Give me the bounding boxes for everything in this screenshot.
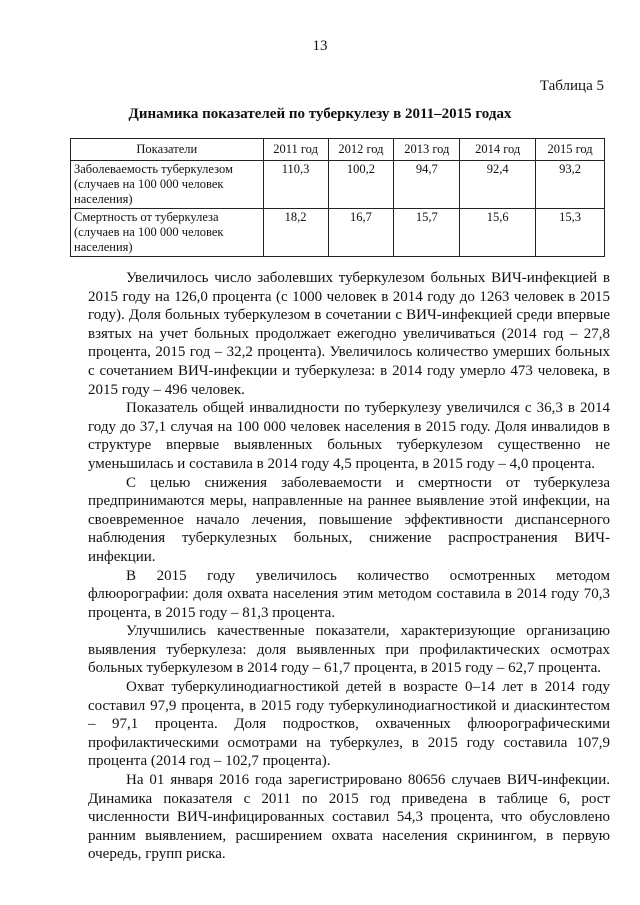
header-2013: 2013 год bbox=[394, 139, 460, 161]
header-indicators: Показатели bbox=[71, 139, 264, 161]
header-2014: 2014 год bbox=[460, 139, 536, 161]
body-text bbox=[88, 269, 610, 864]
header-2011: 2011 год bbox=[263, 139, 328, 161]
table-cell: 92,4 bbox=[460, 161, 536, 209]
row-label-mortality: Смертность от туберкулеза (случаев на 100 000 человек населения) bbox=[71, 209, 264, 257]
table-row bbox=[71, 161, 605, 209]
table-cell: 100,2 bbox=[328, 161, 394, 209]
paragraph: Охват туберкулинодиагностикой детей в возрасте 0–14 лет в 2014 году составил 97,9 процента, в 2015 году туберкулинодиагностикой и диаскинтестом – 97,1 процента. Доля подростков, охваченных флюорографическими профилактическими осмотрами на туберкулез, в 2015 году составила 107,9 процента (2014 год – 102,7 процента). bbox=[88, 679, 610, 770]
row-label-incidence: Заболеваемость туберкулезом (случаев на 100 000 человек населения) bbox=[71, 161, 264, 209]
header-2015: 2015 год bbox=[536, 139, 605, 161]
table-cell: 15,3 bbox=[536, 209, 605, 257]
table-row bbox=[71, 209, 605, 257]
table-heading: Динамика показателей по туберкулезу в 2011–2015 годах bbox=[128, 106, 512, 122]
paragraph: На 01 января 2016 года зарегистрировано 80656 случаев ВИЧ-инфекции. Динамика показателя с 2011 по 2015 год приведена в таблице 6, рост численности ВИЧ-инфицированных составил 54,3 процента, что обусловлено ранним выявлением, расширением охвата населения скринингом, в первую очередь, групп риска. bbox=[88, 772, 610, 863]
page-number: 13 bbox=[312, 38, 328, 54]
paragraph: Улучшились качественные показатели, характеризующие организацию выявления туберкулеза: доля выявленных при профилактических осмотрах больных туберкулезом в 2014 году – 61,7 процента, в 2015 году – 62,7 процента. bbox=[88, 623, 610, 677]
table-cell: 94,7 bbox=[394, 161, 460, 209]
paragraph: Увеличилось число заболевших туберкулезом больных ВИЧ-инфекцией в 2015 году на 126,0 процента (с 1000 человек в 2014 году до 1263 человек в 2015 году). Доля больных туберкулезом в сочетании с ВИЧ-инфекцией среди впервые взятых на учет больных продолжает ежегодно увеличиваться (2014 год – 27,8 процента, 2015 год – 32,2 процента). Увеличилось количество умерших больных с сочетанием ВИЧ-инфекции и туберкулеза: в 2014 году умерло 473 человека, в 2015 году – 496 человек. bbox=[88, 270, 610, 398]
tuberculosis-table bbox=[70, 138, 605, 257]
header-2012: 2012 год bbox=[328, 139, 394, 161]
table-header-row bbox=[71, 139, 605, 161]
table-cell: 18,2 bbox=[263, 209, 328, 257]
table-label: Таблица 5 bbox=[539, 78, 604, 94]
paragraph: В 2015 году увеличилось количество осмотренных методом флюорографии: доля охвата населения этим методом составила в 2014 году 70,3 процента, в 2015 году – 81,3 процента. bbox=[88, 567, 610, 621]
table-cell: 15,7 bbox=[394, 209, 460, 257]
table-cell: 110,3 bbox=[263, 161, 328, 209]
paragraph: Показатель общей инвалидности по туберкулезу увеличился с 36,3 в 2014 году до 37,1 случая на 100 000 человек населения в 2015 году. Доля инвалидов в структуре впервые выявленных больных туберкулезом существенно не уменьшилась и составила в 2014 году 4,5 процента, в 2015 году – 4,0 процента. bbox=[88, 400, 610, 472]
table-cell: 93,2 bbox=[536, 161, 605, 209]
table-cell: 16,7 bbox=[328, 209, 394, 257]
paragraph: С целью снижения заболеваемости и смертности от туберкулеза предпринимаются меры, направленные на раннее выявление этой инфекции, на своевременное начало лечения, повышение эффективности диспансерного наблюдения туберкулезных больных, снижение распространения ВИЧ-инфекции. bbox=[88, 474, 610, 565]
table-cell: 15,6 bbox=[460, 209, 536, 257]
